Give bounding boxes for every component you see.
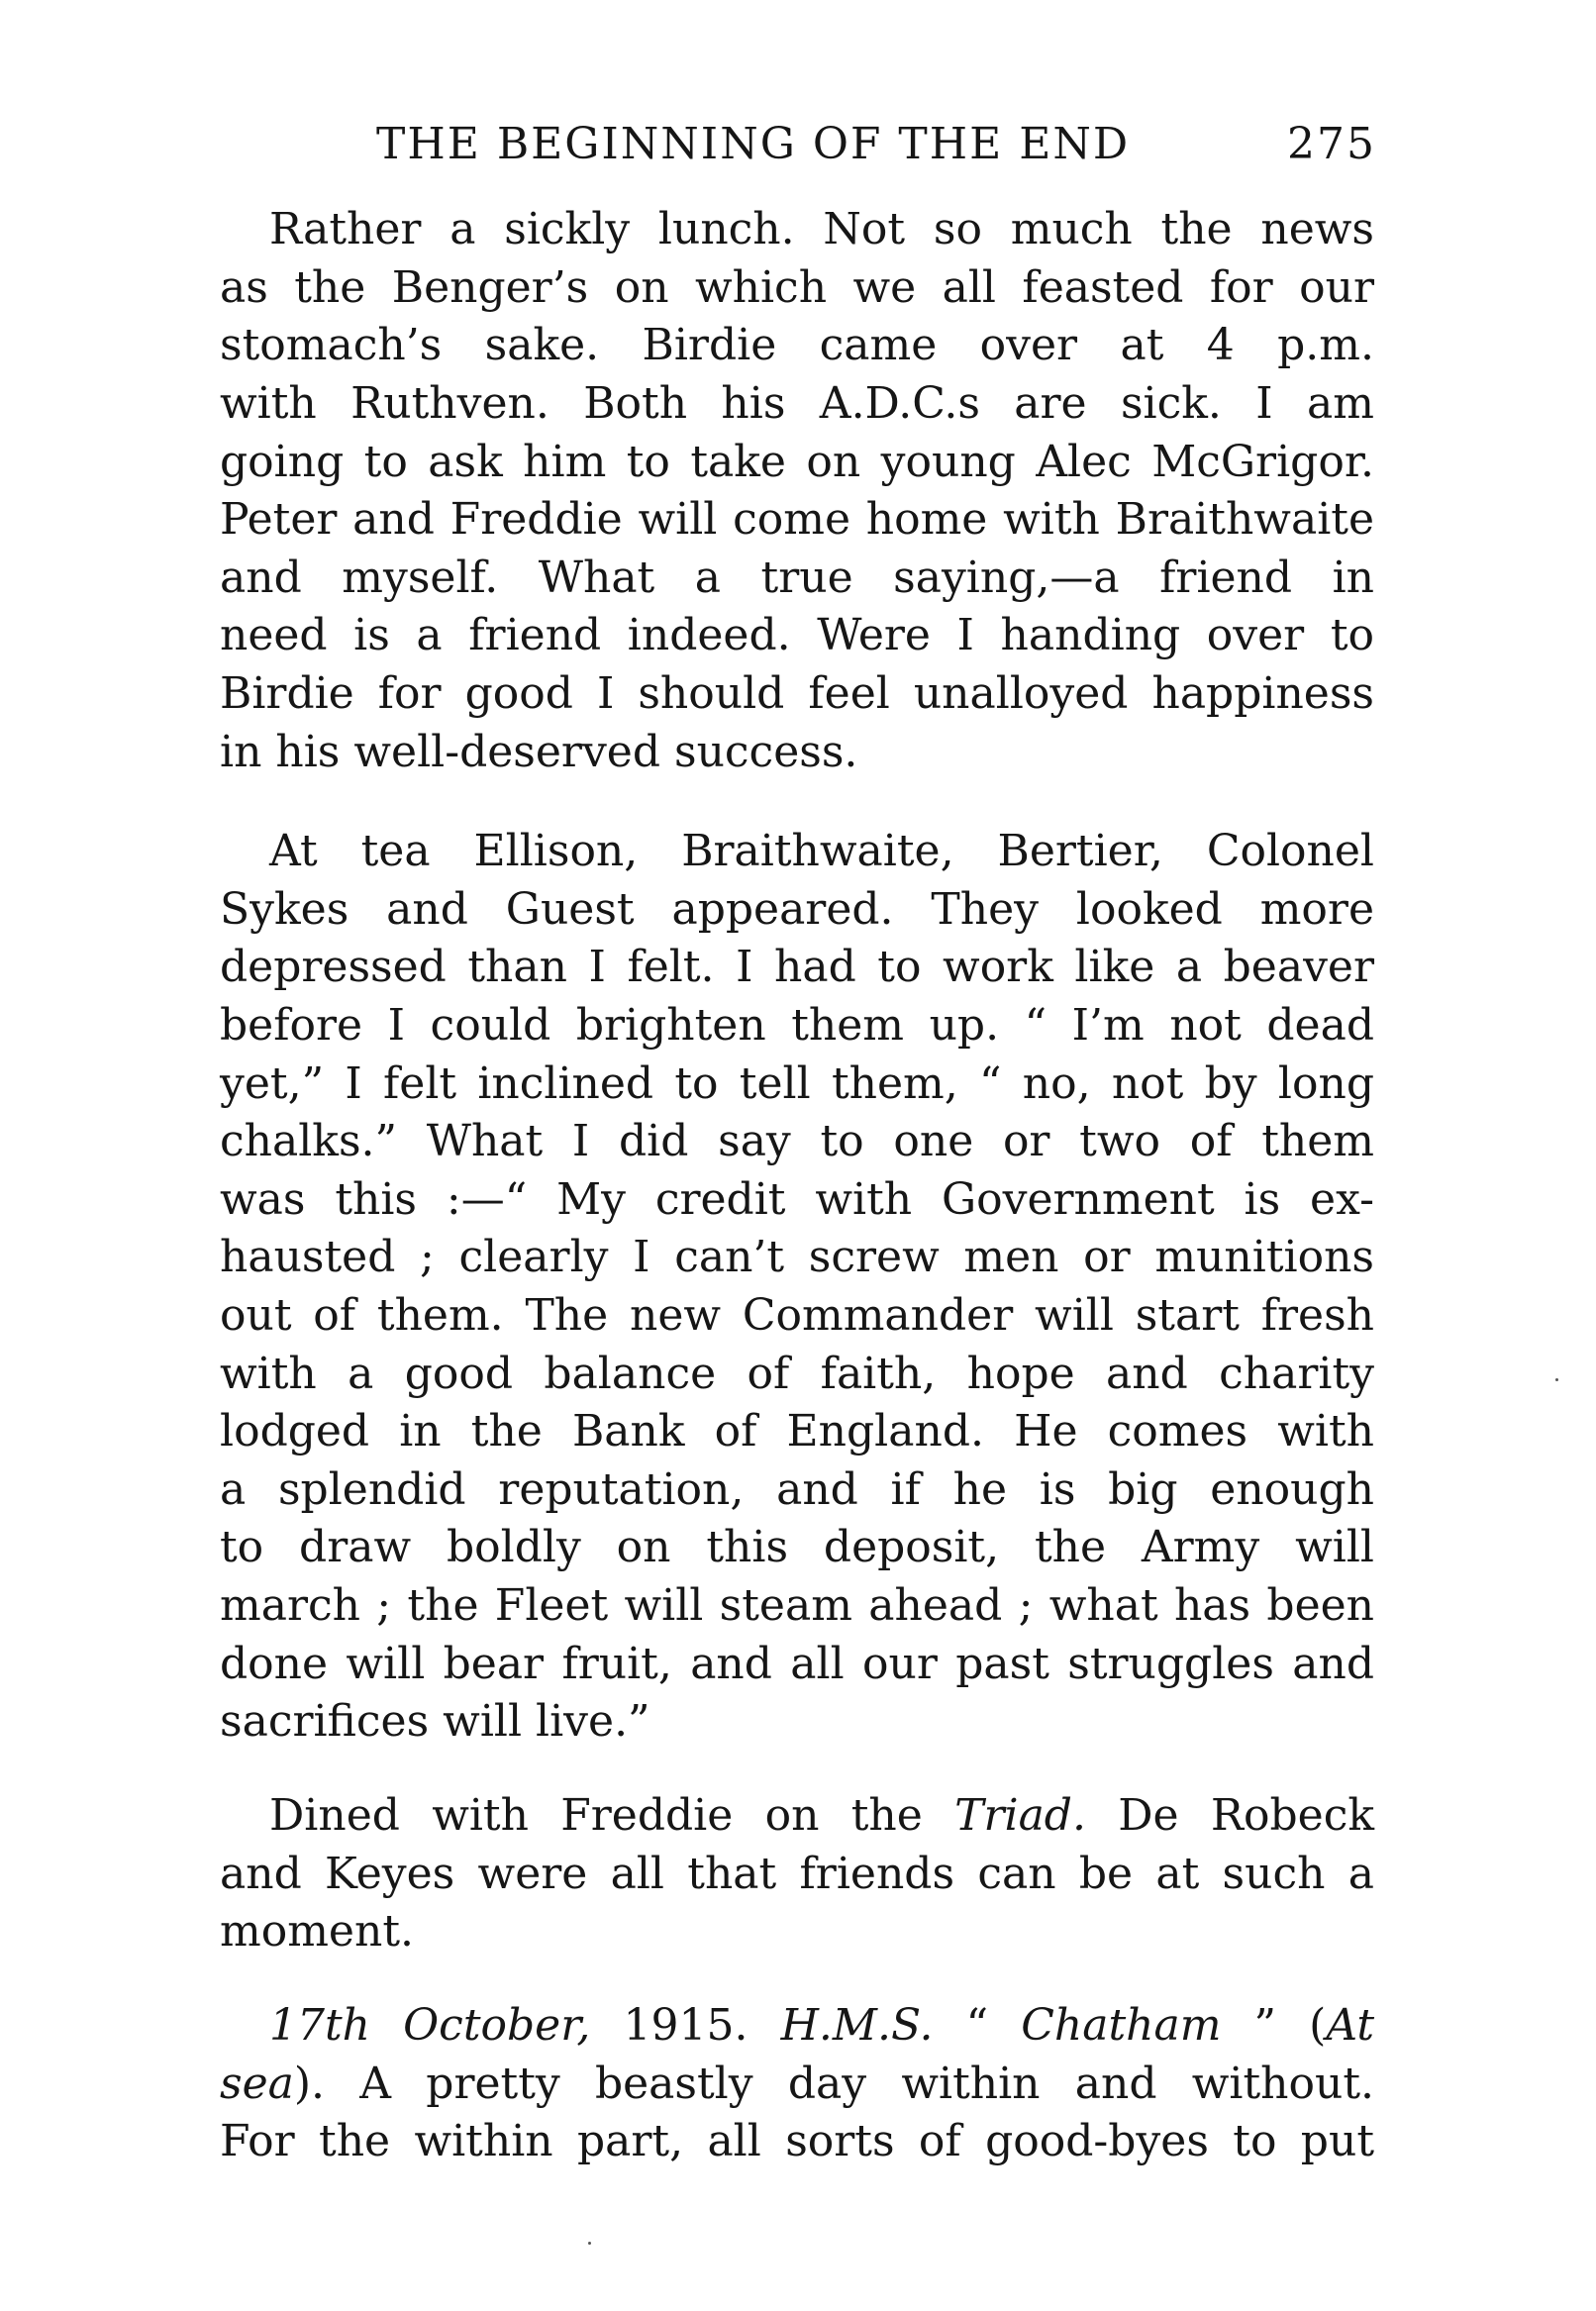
text-line: done will bear fruit, and all our past struggles and [220,1639,1374,1689]
text-run: ” ( [1221,2000,1327,2051]
text-line: to draw boldly on this deposit, the Army will [220,1522,1374,1572]
text-line [220,1787,1374,1845]
text-line [220,2056,1374,2113]
text-line: going to ask him to take on young Alec McGrigor. [220,437,1374,487]
text-line: Sykes and Guest appeared. They looked more [220,884,1374,935]
text-line: For the within part, all sorts of good-byes to put [220,2116,1374,2166]
text-line: depressed than I felt. I had to work like a beaver [220,942,1374,992]
running-head [376,119,1376,182]
page-number: 275 [1287,119,1376,169]
text-line: yet,” I felt inclined to tell them, “ no, not by long [220,1058,1374,1109]
location-text: sea [220,2059,294,2109]
running-head-title: THE BEGINNING OF THE END [376,119,1131,169]
text-line: and Keyes were all that friends can be at such a [220,1849,1374,1899]
location-text: At [1326,2000,1375,2051]
ship-prefix: H.M.S. [780,2000,934,2051]
text-line: Rather a sickly lunch. Not so much the news [269,204,1374,254]
print-speck [1555,1378,1558,1381]
text-line [220,1997,1374,2055]
text-line: as the Benger’s on which we all feasted for our [220,262,1374,313]
text-line: sacrifices will live.” [220,1696,650,1747]
text-run: 1915. [590,2000,781,2051]
print-speck [588,2242,591,2245]
text-line: lodged in the Bank of England. He comes with [220,1406,1374,1457]
text-line: before I could brighten them up. “ I’m not dead [220,1000,1374,1051]
text-line: a splendid reputation, and if he is big enough [220,1464,1374,1515]
text-run: Dined with Freddie on the [269,1790,923,1841]
text-line: Birdie for good I should feel unalloyed happiness [220,668,1374,719]
text-run: De Robeck [1085,1790,1375,1841]
text-line: in his well-deserved success. [220,727,858,777]
text-line: stomach’s sake. Birdie came over at 4 p.m. [220,320,1374,370]
text-line: was this :—“ My credit with Government is ex- [220,1174,1374,1225]
text-line: and myself. What a true saying,—a friend in [220,553,1374,603]
text-line: chalks.” What I did say to one or two of them [220,1116,1374,1166]
text-line: out of them. The new Commander will start fresh [220,1290,1374,1341]
text-line: At tea Ellison, Braithwaite, Bertier, Colonel [269,826,1374,876]
text-line: Peter and Freddie will come home with Braithwaite [220,494,1374,545]
text-line: need is a friend indeed. Were I handing over to [220,610,1374,660]
text-line: march ; the Fleet will steam ahead ; what has been [220,1580,1374,1631]
text-line: hausted ; clearly I can’t screw men or munitions [220,1232,1374,1282]
text-run: “ [933,2000,1022,2051]
text-line: moment. [220,1906,414,1957]
text-run: ). A pretty beastly day within and without. [293,2059,1374,2109]
text-line: with a good balance of faith, hope and charity [220,1349,1374,1399]
diary-date: 17th October, [269,2000,591,2051]
text-line: with Ruthven. Both his A.D.C.s are sick. I am [220,378,1374,429]
ship-name: Triad. [954,1790,1086,1841]
ship-name: Chatham [1021,2000,1222,2051]
